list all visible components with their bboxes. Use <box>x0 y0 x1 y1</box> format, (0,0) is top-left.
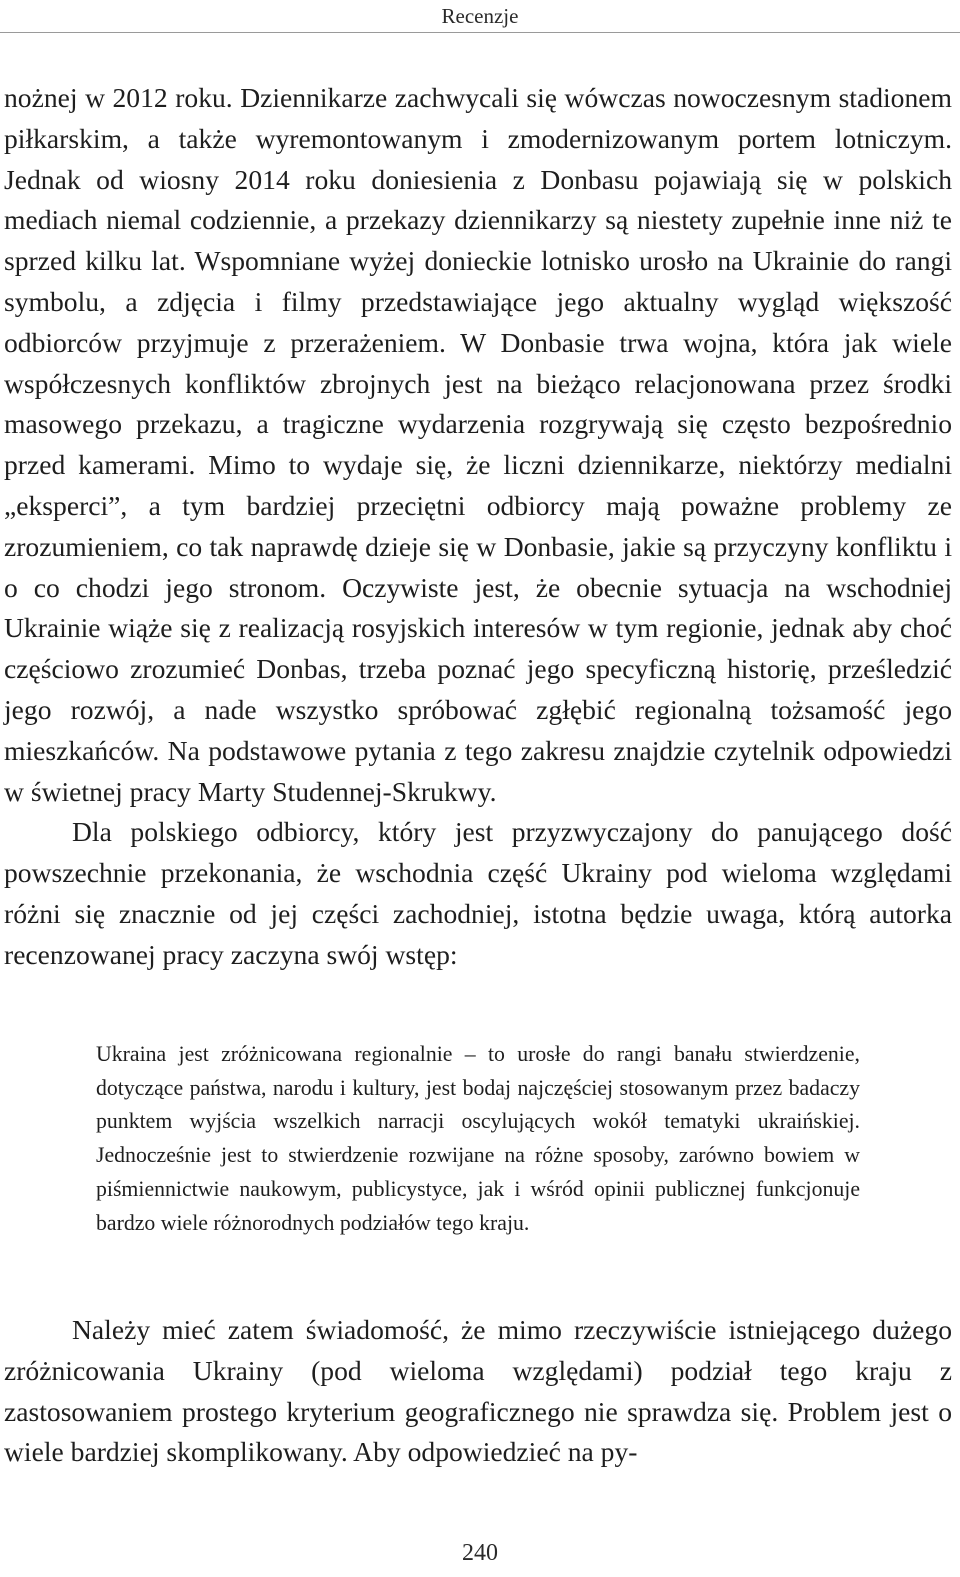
block-quote: Ukraina jest zróżnicowana regionalnie – to urosłe do rangi banału stwierdzenie, dotyczące państwa, narodu i kultury, jest bodaj najczęściej stosowanym przez badaczy punktem wyjścia wszelkich narracji oscylujących wokół tematyki ukraińskiej. Jednocześnie jest to stwierdzenie rozwijane na różne sposoby, zarówno bowiem w piśmiennictwie naukowym, publicystyce, jak i wśród opinii publicznej funkcjonuje bardzo wiele różnorodnych podziałów tego kraju. <box>96 1042 860 1235</box>
paragraph-3: Należy mieć zatem świadomość, że mimo rzeczywiście istniejącego dużego zróżnicowania Ukrainy (pod wieloma względami) podział tego kraju z zastosowaniem prostego kryterium geograficznego nie sprawdza się. Problem jest o wiele bardziej skomplikowany. Aby odpowiedzieć na py- <box>4 1314 952 1468</box>
running-title: Recenzje <box>441 4 519 28</box>
paragraph-2: Dla polskiego odbiorcy, który jest przyzwyczajony do panującego dość powszechnie przekonania, że wschodnia część Ukrainy pod wieloma względami różni się znacznie od jej części zachodniej, istotna będzie uwaga, którą autorka recenzowanej pracy zaczyna swój wstęp: <box>4 816 952 970</box>
running-header <box>0 0 960 33</box>
body-text-bottom <box>4 1310 952 1473</box>
body-text-top <box>4 78 952 976</box>
paragraph-1: nożnej w 2012 roku. Dziennikarze zachwycali się wówczas nowoczesnym stadionem piłkarskim, a także wyremontowanym i zmodernizowanym portem lotniczym. Jednak od wiosny 2014 roku doniesienia z Donbasu pojawiają się w polskich mediach niemal codziennie, a przekazy dziennikarzy są niestety zupełnie inne niż te sprzed kilku lat. Wspomniane wyżej donieckie lotnisko urosło na Ukrainie do rangi symbolu, a zdjęcia i filmy przedstawiające jego aktualny wygląd większość odbiorców przyjmuje z przerażeniem. W Donbasie trwa wojna, która jak wiele współczesnych konfliktów zbrojnych jest na bieżąco relacjonowana przez środki masowego przekazu, a tragiczne wydarzenia rozgrywają się często bezpośrednio przed kamerami. Mimo to wydaje się, że liczni dziennikarze, niektórzy medialni „eksperci”, a tym bardziej przeciętni odbiorcy mają poważne problemy ze zrozumieniem, co tak naprawdę dzieje się w Donbasie, jakie są przyczyny konfliktu i o co chodzi jego stronom. Oczywiste jest, że obecnie sytuacja na wschodniej Ukrainie wiąże się z realizacją rosyjskich interesów w tym regionie, jednak aby choć częściowo zrozumieć Donbas, trzeba poznać jego specyficzną historię, prześledzić jego rozwój, a nade wszystko spróbować zgłębić regionalną tożsamość jego mieszkańców. Na podstawowe pytania z tego zakresu znajdzie czytelnik odpowiedzi w świetnej pracy Marty Studennej-Skrukwy. <box>4 82 952 807</box>
page-number: 240 <box>462 1540 498 1566</box>
